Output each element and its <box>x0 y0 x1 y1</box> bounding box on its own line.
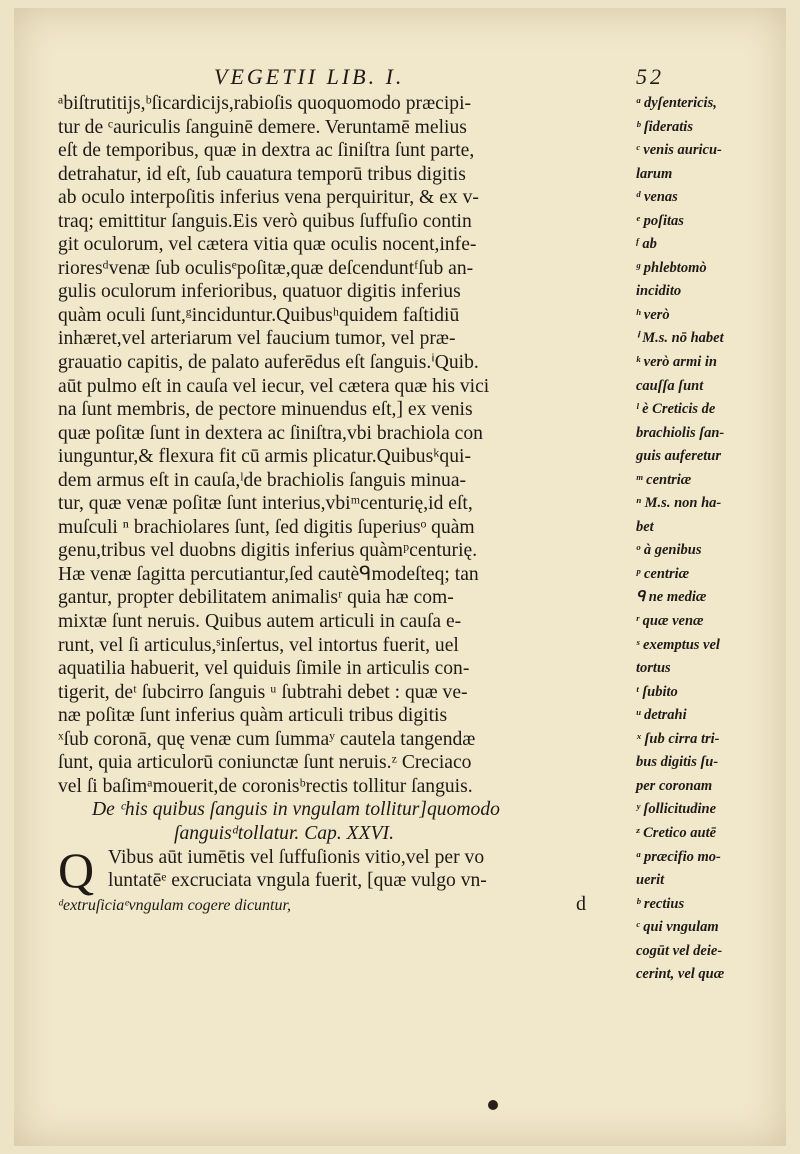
marginal-note: ⁱ M.s. nō habet <box>636 330 724 347</box>
marginal-note: ᵉ poſitas <box>636 212 684 229</box>
marginal-note: ᵐ centriæ <box>636 471 692 488</box>
main-text-column <box>58 92 636 916</box>
text-line: næ poſitæ ſunt inferius quàm articuli tribus digitis <box>58 705 448 727</box>
text-line: na ſunt membris, de pectore minuendus eſt,] ex venis <box>58 399 473 421</box>
marginal-note: cauſſa ſunt <box>636 377 704 394</box>
text-line: ſunt, quia articulorū coniunctæ ſunt neruis.ᶻ Creciaco <box>58 752 472 774</box>
marginal-note: ˣ ſub cirra tri- <box>636 730 720 747</box>
text-line: grauatio capitis, de palato auferēdus eſt ſanguis.ⁱQuib. <box>58 352 479 374</box>
marginal-note: ʰ verò <box>636 306 670 323</box>
text-line: ᵃbiſtrutitijs,ᵇſicardicijs,rabioſis quoquomodo præcipi- <box>58 93 472 114</box>
marginal-note: ᑫ ne mediæ <box>636 589 707 606</box>
marginal-note: ˢ exemptus vel <box>636 636 720 653</box>
marginal-note: tortus <box>636 660 671 677</box>
text-line: ab oculo interpoſitis inferius vena perquiritur, & ex v- <box>58 187 479 209</box>
chapter-text-line-2: luntatēᵉ excruciata vngula fuerit, [quæ vulgo vn- <box>108 870 487 892</box>
chapter-heading-line-1: De ᶜhis quibus ſanguis in vngulam tollitur]quomodo <box>92 799 500 821</box>
marginal-note: ᵈ venas <box>636 189 678 206</box>
chapter-opening <box>58 841 636 898</box>
text-line: traq; emittitur ſanguis.Eis verò quibus ſuffuſio contin <box>58 210 472 232</box>
marginal-note: ᵘ detrahi <box>636 707 687 724</box>
marginal-note: ᶻ Cretico autē <box>636 824 717 841</box>
text-line: tur de ᶜauriculis ſanguinē demere. Veruntamē melius <box>58 116 467 138</box>
text-line: gulis oculorum inferioribus, quatuor digitis inferius <box>58 281 461 303</box>
marginal-note: ᵒ à genibus <box>636 542 702 559</box>
running-head <box>214 64 664 90</box>
marginal-note: cogūt vel deie- <box>636 942 723 959</box>
main-text-lines <box>58 92 636 798</box>
text-line: iunguntur,& flexura fit cū armis plicatur.Quibusᵏqui- <box>58 446 471 468</box>
marginal-note: per coronam <box>636 777 713 794</box>
marginal-note: ᵖ centriæ <box>636 565 690 582</box>
marginal-note: ᵗ ſubito <box>636 683 678 700</box>
chapter-heading-line-2: ſanguisᵈtollatur. Cap. XXVI. <box>174 822 394 844</box>
text-line: dem armus eſt in cauſa,ˡde brachiolis ſanguis minua- <box>58 469 467 491</box>
marginal-note: ᵇ rectius <box>636 895 685 912</box>
marginal-note: larum <box>636 165 673 182</box>
marginal-note: ᵃ præcifio mo- <box>636 848 721 865</box>
marginal-note: ᵍ phlebtomò <box>636 259 707 276</box>
marginal-note: bet <box>636 518 654 535</box>
text-line: mixtæ ſunt neruis. Quibus autem articuli in cauſa e- <box>58 611 462 633</box>
marginal-note: ʸ ſollicitudine <box>636 801 717 818</box>
text-line: aūt pulmo eſt in cauſa vel iecur, vel cætera quæ his vici <box>58 375 490 397</box>
text-line: detrahatur, id eſt, ſub cauatura temporū tribus digitis <box>58 163 466 185</box>
text-line: inhæret,vel arteriarum vel faucium tumor, vel præ- <box>58 328 456 350</box>
chapter-text-line-1: Vibus aūt iumētis vel ſuffuſionis vitio,vel per vo <box>108 846 485 868</box>
text-line: genu,tribus vel duobns digitis inferius quàmᵖcenturię. <box>58 540 478 562</box>
text-line: gantur, propter debilitatem animalisʳ quia hæ com- <box>58 587 454 609</box>
marginal-note: ʳ quæ venæ <box>636 613 704 630</box>
text-line: ˣſub coronā, quę venæ cum ſummaʸ cautela tangendæ <box>58 728 476 750</box>
text-line: git oculorum, vel cætera vitia quæ oculis nocent,infe- <box>58 234 477 256</box>
text-line: quæ poſitæ ſunt in dextera ac ſiniſtra,vbi brachiola con <box>58 422 483 444</box>
printer-ornament <box>488 1100 498 1110</box>
marginal-note: uerit <box>636 872 665 889</box>
marginal-notes-column <box>636 92 781 987</box>
marginal-note: ᵏ verò armi in <box>636 354 717 371</box>
text-line: tigerit, deᵗ ſubcirro ſanguis ᵘ ſubtrahi debet : quæ ve- <box>58 681 468 703</box>
text-line: eſt de temporibus, quæ in dextra ac ſiniſtra ſunt parte, <box>58 140 475 162</box>
marginal-note: cerint, vel quæ <box>636 966 725 983</box>
page-number: 52 <box>636 64 664 89</box>
marginal-note: ᶠ ab <box>636 236 657 253</box>
text-line: vel ſi baſimᵃmouerit,de coronisᵇrectis tollitur ſanguis. <box>58 775 473 797</box>
text-line: rioresᵈvenæ ſub oculisᵉpoſitæ,quæ deſcenduntᶠſub an- <box>58 257 474 279</box>
marginal-note: ᶜ venis auricu- <box>636 142 722 159</box>
catchword: d <box>576 892 586 915</box>
chapter-text-line-3: ᵈextruſiciaᵉvngulam cogere dicuntur, <box>58 896 291 914</box>
drop-cap-letter: Q <box>58 841 95 898</box>
marginal-note: ⁿ M.s. non ha- <box>636 495 722 512</box>
marginal-note: guis auferetur <box>636 448 722 465</box>
marginal-note: ˡ è Creticis de <box>636 401 716 418</box>
text-line: tur, quæ venæ poſitæ ſunt interius,vbiᵐcenturię,id eſt, <box>58 493 473 515</box>
marginal-note: ᶜ qui vngulam <box>636 919 719 936</box>
text-line: Hæ venæ ſagitta percutiantur,ſed cautèᑫmodeſteq; tan <box>58 563 479 585</box>
chapter-text-line-3-row <box>58 893 636 917</box>
text-line: quàm oculi ſunt,ᵍinciduntur.Quibusʰquidem faſtidiū <box>58 304 460 326</box>
text-line: aquatilia habuerit, vel quiduis ſimile in articulis con- <box>58 658 470 680</box>
marginal-note: ᵃ dyſentericis, <box>636 95 717 111</box>
text-line: muſculi ⁿ brachiolares ſunt, ſed digitis ſuperiusᵒ quàm <box>58 516 475 538</box>
marginal-note: ᵇ ſideratis <box>636 118 693 135</box>
running-head-title: VEGETII LIB. I. <box>214 64 405 89</box>
marginal-note: bus digitis ſu- <box>636 754 719 771</box>
marginal-note: incidito <box>636 283 682 300</box>
text-line: runt, vel ſi articulus,ˢinſertus, vel intortus fuerit, uel <box>58 634 459 656</box>
marginal-note: brachiolis ſan- <box>636 424 725 441</box>
